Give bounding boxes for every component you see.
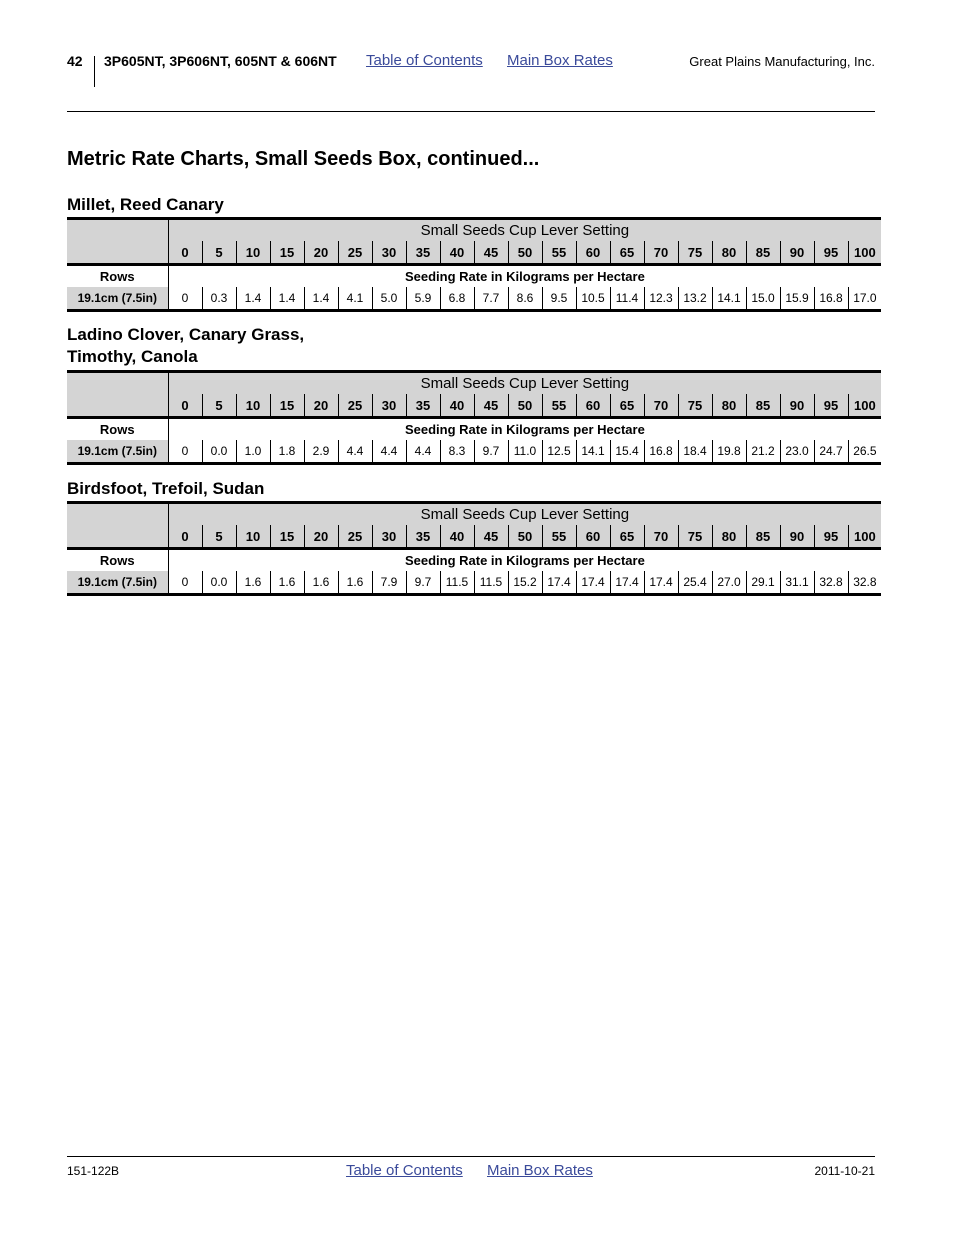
rate-value-cell: 2.9 <box>304 440 338 464</box>
header-main-box-rates-link[interactable]: Main Box Rates <box>507 52 613 69</box>
header-divider <box>94 56 95 87</box>
section-title-line1: Millet, Reed Canary <box>67 195 224 214</box>
seeding-rate-label: Seeding Rate in Kilograms per Hectare <box>168 549 881 572</box>
rate-value-cell: 1.6 <box>304 571 338 595</box>
rate-value-cell: 13.2 <box>678 287 712 311</box>
setting-header-cell: 10 <box>236 241 270 265</box>
rate-value-cell: 9.5 <box>542 287 576 311</box>
setting-header-cell: 30 <box>372 241 406 265</box>
setting-header-cell: 80 <box>712 394 746 418</box>
rate-value-cell: 1.6 <box>236 571 270 595</box>
setting-header-cell: 80 <box>712 525 746 549</box>
rate-value-cell: 4.1 <box>338 287 372 311</box>
rate-value-cell: 6.8 <box>440 287 474 311</box>
setting-header-cell: 50 <box>508 525 542 549</box>
setting-header-cell: 60 <box>576 241 610 265</box>
rate-value-cell: 15.4 <box>610 440 644 464</box>
setting-header-cell: 90 <box>780 394 814 418</box>
footer-toc-link[interactable]: Table of Contents <box>346 1162 463 1179</box>
table-caption: Small Seeds Cup Lever Setting <box>168 503 881 526</box>
setting-header-cell: 70 <box>644 241 678 265</box>
setting-header-cell: 100 <box>848 525 881 549</box>
setting-header-cell: 85 <box>746 525 780 549</box>
setting-header-cell: 75 <box>678 394 712 418</box>
setting-header-cell: 95 <box>814 525 848 549</box>
rate-value-cell: 26.5 <box>848 440 881 464</box>
setting-header-cell: 65 <box>610 394 644 418</box>
footer-main-box-rates-link[interactable]: Main Box Rates <box>487 1162 593 1179</box>
rate-value-cell: 32.8 <box>848 571 881 595</box>
row-spacing-label: 19.1cm (7.5in) <box>67 440 168 464</box>
rate-value-cell: 19.8 <box>712 440 746 464</box>
rate-value-cell: 1.0 <box>236 440 270 464</box>
rate-value-cell: 1.4 <box>236 287 270 311</box>
rate-value-cell: 14.1 <box>712 287 746 311</box>
setting-header-cell: 70 <box>644 525 678 549</box>
section-title-line1: Ladino Clover, Canary Grass, <box>67 325 305 344</box>
setting-header-cell: 55 <box>542 394 576 418</box>
header-rule <box>67 111 875 112</box>
setting-header-cell: 100 <box>848 394 881 418</box>
header-corner-cell <box>67 372 168 418</box>
setting-header-cell: 60 <box>576 525 610 549</box>
rate-value-cell: 31.1 <box>780 571 814 595</box>
setting-header-cell: 85 <box>746 394 780 418</box>
setting-header-cell: 40 <box>440 525 474 549</box>
rate-value-cell: 0.0 <box>202 440 236 464</box>
rate-value-cell: 1.4 <box>270 287 304 311</box>
rate-table-millet <box>67 217 881 312</box>
rate-value-cell: 8.6 <box>508 287 542 311</box>
row-spacing-label: 19.1cm (7.5in) <box>67 571 168 595</box>
rate-value-cell: 11.5 <box>474 571 508 595</box>
setting-header-cell: 25 <box>338 525 372 549</box>
setting-header-cell: 5 <box>202 525 236 549</box>
rate-value-cell: 29.1 <box>746 571 780 595</box>
setting-header-cell: 40 <box>440 394 474 418</box>
setting-header-cell: 40 <box>440 241 474 265</box>
rate-value-cell: 1.6 <box>338 571 372 595</box>
section-title-millet <box>67 194 224 216</box>
rate-value-cell: 5.0 <box>372 287 406 311</box>
rate-value-cell: 4.4 <box>406 440 440 464</box>
header-toc-link[interactable]: Table of Contents <box>366 52 483 69</box>
setting-header-cell: 5 <box>202 241 236 265</box>
rate-value-cell: 1.4 <box>304 287 338 311</box>
setting-header-cell: 65 <box>610 241 644 265</box>
seeding-rate-label: Seeding Rate in Kilograms per Hectare <box>168 418 881 441</box>
rate-value-cell: 17.4 <box>576 571 610 595</box>
rate-table-birdsfoot <box>67 501 881 596</box>
setting-header-cell: 25 <box>338 394 372 418</box>
section-title-line2: Timothy, Canola <box>67 347 198 366</box>
rate-value-cell: 8.3 <box>440 440 474 464</box>
setting-header-cell: 100 <box>848 241 881 265</box>
rate-value-cell: 17.4 <box>644 571 678 595</box>
setting-header-cell: 25 <box>338 241 372 265</box>
setting-header-cell: 30 <box>372 394 406 418</box>
setting-header-cell: 30 <box>372 525 406 549</box>
rate-value-cell: 17.0 <box>848 287 881 311</box>
setting-header-cell: 75 <box>678 525 712 549</box>
setting-header-cell: 50 <box>508 394 542 418</box>
rate-value-cell: 16.8 <box>814 287 848 311</box>
rate-value-cell: 15.0 <box>746 287 780 311</box>
setting-header-cell: 35 <box>406 394 440 418</box>
rate-value-cell: 17.4 <box>542 571 576 595</box>
company-name: Great Plains Manufacturing, Inc. <box>689 54 875 69</box>
seeding-rate-label: Seeding Rate in Kilograms per Hectare <box>168 265 881 288</box>
setting-header-cell: 55 <box>542 241 576 265</box>
section-title-ladino <box>67 324 304 368</box>
rate-value-cell: 12.5 <box>542 440 576 464</box>
setting-header-cell: 75 <box>678 241 712 265</box>
header-corner-cell <box>67 219 168 265</box>
setting-header-cell: 90 <box>780 241 814 265</box>
rate-value-cell: 0.3 <box>202 287 236 311</box>
rate-value-cell: 9.7 <box>474 440 508 464</box>
rate-value-cell: 14.1 <box>576 440 610 464</box>
rate-value-cell: 10.5 <box>576 287 610 311</box>
rate-value-cell: 25.4 <box>678 571 712 595</box>
setting-header-cell: 55 <box>542 525 576 549</box>
rows-label: Rows <box>67 418 168 441</box>
rate-value-cell: 4.4 <box>338 440 372 464</box>
rate-value-cell: 24.7 <box>814 440 848 464</box>
rate-value-cell: 0 <box>168 287 202 311</box>
model-title: 3P605NT, 3P606NT, 605NT & 606NT <box>104 53 337 69</box>
rate-value-cell: 18.4 <box>678 440 712 464</box>
page-title: Metric Rate Charts, Small Seeds Box, continued... <box>67 148 540 170</box>
page-number: 42 <box>67 53 83 69</box>
rows-label: Rows <box>67 265 168 288</box>
rate-value-cell: 21.2 <box>746 440 780 464</box>
rate-value-cell: 12.3 <box>644 287 678 311</box>
setting-header-cell: 35 <box>406 525 440 549</box>
setting-header-cell: 45 <box>474 241 508 265</box>
setting-header-cell: 95 <box>814 394 848 418</box>
rate-value-cell: 11.4 <box>610 287 644 311</box>
setting-header-cell: 50 <box>508 241 542 265</box>
rate-value-cell: 7.7 <box>474 287 508 311</box>
setting-header-cell: 60 <box>576 394 610 418</box>
rate-value-cell: 9.7 <box>406 571 440 595</box>
rate-value-cell: 32.8 <box>814 571 848 595</box>
setting-header-cell: 70 <box>644 394 678 418</box>
rate-value-cell: 27.0 <box>712 571 746 595</box>
section-title-line1: Birdsfoot, Trefoil, Sudan <box>67 479 265 498</box>
rate-value-cell: 15.2 <box>508 571 542 595</box>
setting-header-cell: 20 <box>304 394 338 418</box>
setting-header-cell: 10 <box>236 394 270 418</box>
rate-table-ladino <box>67 370 881 465</box>
rate-value-cell: 16.8 <box>644 440 678 464</box>
setting-header-cell: 65 <box>610 525 644 549</box>
document-number: 151-122B <box>67 1164 120 1178</box>
setting-header-cell: 45 <box>474 394 508 418</box>
setting-header-cell: 35 <box>406 241 440 265</box>
table-caption: Small Seeds Cup Lever Setting <box>168 219 881 242</box>
rate-value-cell: 0.0 <box>202 571 236 595</box>
revision-date: 2011-10-21 <box>814 1164 875 1178</box>
rate-value-cell: 1.6 <box>270 571 304 595</box>
setting-header-cell: 5 <box>202 394 236 418</box>
rate-value-cell: 11.5 <box>440 571 474 595</box>
setting-header-cell: 20 <box>304 241 338 265</box>
table-caption: Small Seeds Cup Lever Setting <box>168 372 881 395</box>
setting-header-cell: 15 <box>270 241 304 265</box>
setting-header-cell: 80 <box>712 241 746 265</box>
rate-value-cell: 0 <box>168 440 202 464</box>
rate-value-cell: 15.9 <box>780 287 814 311</box>
rate-value-cell: 1.8 <box>270 440 304 464</box>
setting-header-cell: 15 <box>270 394 304 418</box>
rate-value-cell: 17.4 <box>610 571 644 595</box>
rate-value-cell: 11.0 <box>508 440 542 464</box>
setting-header-cell: 20 <box>304 525 338 549</box>
footer-rule <box>67 1156 875 1157</box>
rate-value-cell: 0 <box>168 571 202 595</box>
rows-label: Rows <box>67 549 168 572</box>
setting-header-cell: 45 <box>474 525 508 549</box>
rate-value-cell: 7.9 <box>372 571 406 595</box>
section-title-birdsfoot <box>67 478 264 500</box>
setting-header-cell: 0 <box>168 525 202 549</box>
setting-header-cell: 95 <box>814 241 848 265</box>
rate-value-cell: 4.4 <box>372 440 406 464</box>
setting-header-cell: 90 <box>780 525 814 549</box>
header-corner-cell <box>67 503 168 549</box>
setting-header-cell: 85 <box>746 241 780 265</box>
setting-header-cell: 15 <box>270 525 304 549</box>
row-spacing-label: 19.1cm (7.5in) <box>67 287 168 311</box>
setting-header-cell: 10 <box>236 525 270 549</box>
setting-header-cell: 0 <box>168 241 202 265</box>
rate-value-cell: 5.9 <box>406 287 440 311</box>
rate-value-cell: 23.0 <box>780 440 814 464</box>
setting-header-cell: 0 <box>168 394 202 418</box>
